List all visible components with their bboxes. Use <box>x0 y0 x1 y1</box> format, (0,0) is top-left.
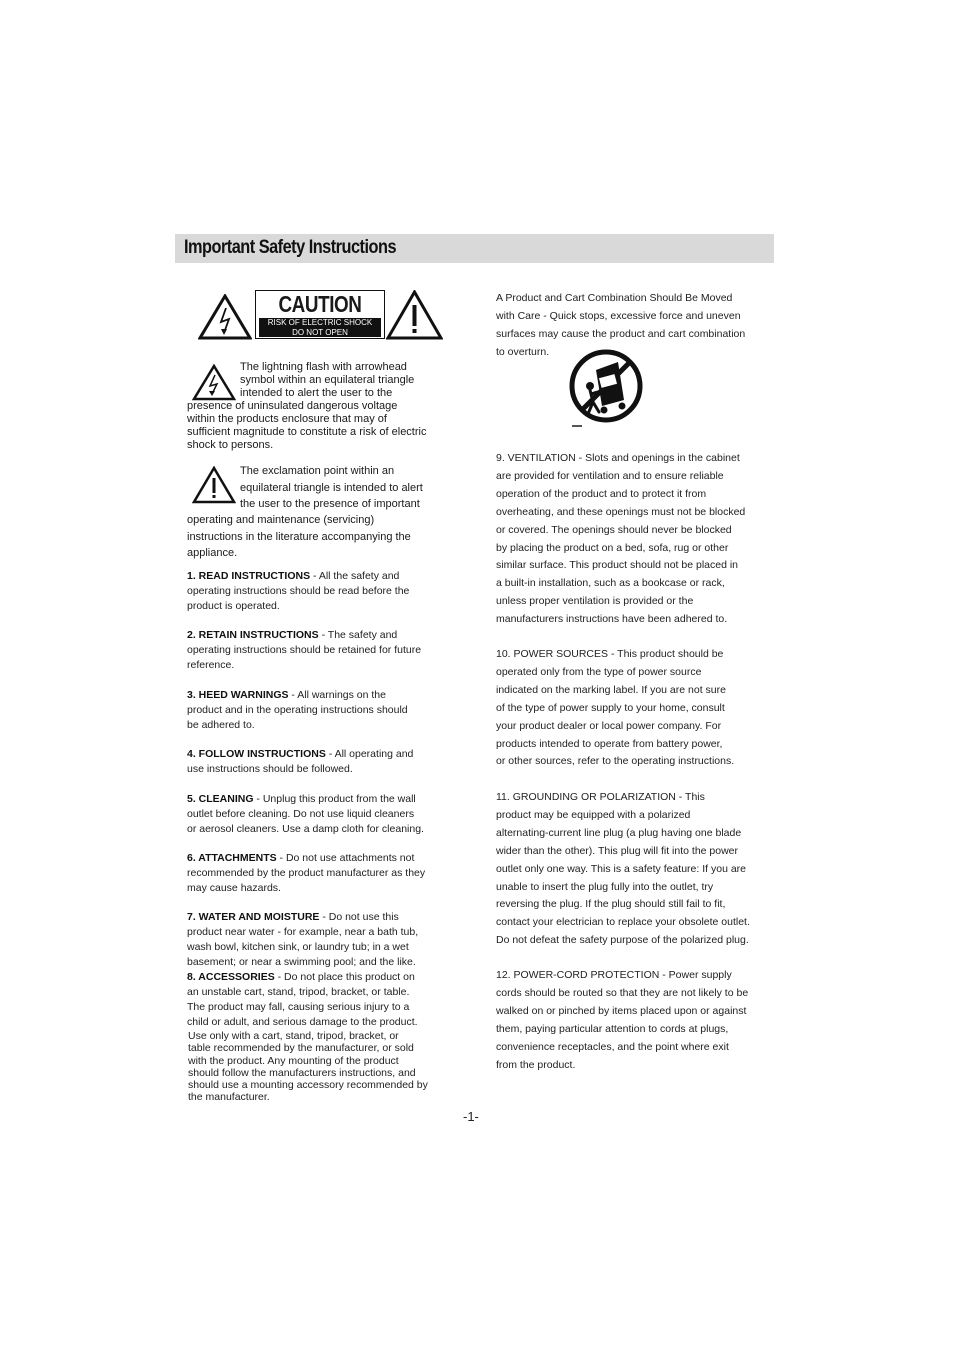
item-text: - Do not use attachments not <box>276 852 415 864</box>
item-text: - All warnings on the <box>288 689 386 701</box>
text-line: operating instructions should be retained for future <box>187 644 422 656</box>
text-line: The product may fall, causing serious injury to a <box>187 1001 410 1013</box>
text-line: intended to alert the user to the <box>240 387 393 399</box>
text-line: wider than the other). This plug will fit into the power <box>496 844 739 857</box>
text-line: a built-in installation, such as a bookcase or rack, <box>496 577 725 590</box>
item-heading: 8. ACCESSORIES <box>187 971 275 983</box>
text-line: The lightning flash with arrowhead <box>240 361 407 373</box>
text-line: operating and maintenance (servicing) <box>187 514 375 526</box>
text-line: of the type of power supply to your home, consult <box>496 701 725 714</box>
text-line: recommended by the product manufacturer as they <box>187 867 426 879</box>
text-line: product may be equipped with a polarized <box>496 808 691 821</box>
text-line: 9. VENTILATION - Slots and openings in the cabinet <box>496 452 740 464</box>
power-cord-section <box>496 967 778 1074</box>
text-line: A Product and Cart Combination Should Be Moved <box>496 292 733 304</box>
exclamation-triangle-icon <box>192 466 236 504</box>
text-line: may cause hazards. <box>187 882 281 894</box>
text-line: alternating-current line plug (a plug having one blade <box>496 826 742 839</box>
text-line: reference. <box>187 659 235 671</box>
text-line: or other sources, refer to the operating instructions. <box>496 755 735 768</box>
text-line: from the product. <box>496 1058 576 1071</box>
item-heading: 3. HEED WARNINGS <box>187 689 289 701</box>
text-line: instructions in the literature accompanying the <box>187 530 411 543</box>
text-line: products intended to operate from battery power, <box>496 737 723 750</box>
text-line: outlet only one way. This is a safety feature: If you are <box>496 862 746 875</box>
text-line: The exclamation point within an <box>240 465 395 477</box>
text-line: should use a mounting accessory recommended by <box>188 1079 428 1092</box>
instruction-item-2 <box>187 628 452 673</box>
lightning-triangle-icon <box>192 364 236 401</box>
text-line: or aerosol cleaners. Use a damp cloth for cleaning. <box>187 823 424 835</box>
item-heading: 2. RETAIN INSTRUCTIONS <box>187 629 319 641</box>
text-line: use instructions should be followed. <box>187 763 353 775</box>
caution-line-2: DO NOT OPEN <box>292 327 348 337</box>
item-heading: 6. ATTACHMENTS <box>187 852 277 864</box>
text-line: to overturn. <box>496 345 550 358</box>
text-line: outlet before cleaning. Do not use liquid cleaners <box>187 808 415 820</box>
text-line: wash bowl, kitchen sink, or laundry tub; in a wet <box>187 941 409 953</box>
lightning-text-bottom <box>187 400 426 452</box>
page-title: Important Safety Instructions <box>184 237 397 258</box>
text-line: within the products enclosure that may of <box>187 413 387 425</box>
text-line: your product dealer or local power company. For <box>496 719 722 732</box>
text-line: the manufacturer. <box>188 1091 270 1104</box>
text-line: shock to persons. <box>187 439 274 451</box>
text-line: reversing the plug. If the plug should still fail to fit, <box>496 898 726 911</box>
item-heading: 1. READ INSTRUCTIONS <box>187 570 311 582</box>
text-line: unless proper ventilation is provided or the <box>496 595 694 608</box>
text-line: operated only from the type of power source <box>496 665 702 678</box>
text-line: unable to insert the plug fully into the outlet, try <box>496 880 714 893</box>
item-heading: 4. FOLLOW INSTRUCTIONS <box>187 748 326 760</box>
text-line: are provided for ventilation and to ensure reliable <box>496 469 724 482</box>
item-text: - All operating and <box>325 748 414 760</box>
ventilation-section <box>496 450 778 629</box>
lightning-text-top <box>240 361 414 400</box>
text-line: operation of the product and to protect it from <box>496 487 707 500</box>
text-line: contact your electrician to replace your obsolete outlet. <box>496 916 750 929</box>
text-line: surfaces may cause the product and cart combination <box>496 327 746 340</box>
text-line: child or adult, and serious damage to the product. <box>187 1016 418 1028</box>
text-line: equilateral triangle is intended to alert <box>240 481 423 494</box>
instruction-item-5 <box>187 792 452 837</box>
text-line: them, paying particular attention to cords at plugs, <box>496 1022 729 1035</box>
page-number: -1- <box>463 1109 479 1124</box>
item-text: - Unplug this product from the wall <box>253 793 416 805</box>
text-line: convenience receptacles, and the point where exit <box>496 1040 729 1053</box>
item-text: - Do not place this product on <box>274 971 415 983</box>
text-line: similar surface. This product should not be placed in <box>496 559 739 572</box>
text-line: product near water - for example, near a bath tub, <box>187 926 419 938</box>
item-text: - The safety and <box>318 629 398 641</box>
text-line: Do not defeat the safety purpose of the polarized plug. <box>496 934 749 947</box>
caution-line-1: RISK OF ELECTRIC SHOCK <box>267 318 373 327</box>
text-line: with the product. Any mounting of the product <box>188 1054 399 1067</box>
instruction-item-7 <box>187 910 452 970</box>
item-heading: 5. CLEANING <box>187 793 254 805</box>
text-line: basement; or near a swimming pool; and the like. <box>187 956 416 968</box>
instruction-item-1 <box>187 569 452 614</box>
text-line: product and in the operating instructions should <box>187 704 408 716</box>
caution-label <box>255 290 385 339</box>
exclamation-text-top <box>240 463 423 513</box>
caution-strip <box>259 318 381 337</box>
text-line: table recommended by the manufacturer, or sold <box>188 1042 414 1055</box>
exclamation-triangle-icon <box>386 290 443 340</box>
grounding-section <box>496 789 778 950</box>
instruction-item-3 <box>187 688 452 733</box>
text-line: should follow the manufacturers instructions, and <box>188 1066 416 1079</box>
text-line: 12. POWER-CORD PROTECTION - Power supply <box>496 969 732 981</box>
text-line: presence of uninsulated dangerous voltage <box>187 400 398 412</box>
text-line: or covered. The openings should never be blocked <box>496 523 732 536</box>
text-line: an unstable cart, stand, tripod, bracket, or table. <box>187 986 410 998</box>
text-line: be adhered to. <box>187 719 255 731</box>
instruction-item-6 <box>187 851 452 896</box>
text-line: by placing the product on a bed, sofa, rug or other <box>496 541 729 554</box>
cart-tipover-icon <box>566 348 646 430</box>
text-line: walked on or pinched by items placed upon or against <box>496 1004 747 1017</box>
exclamation-text-bottom <box>187 512 411 562</box>
lightning-triangle-icon <box>198 294 252 340</box>
text-line: with Care - Quick stops, excessive force and uneven <box>496 309 741 322</box>
item-text: - Do not use this <box>319 911 399 923</box>
text-line: 11. GROUNDING OR POLARIZATION - This <box>496 791 705 803</box>
text-line: sufficient magnitude to constitute a risk of electric <box>187 426 427 438</box>
item-heading: 7. WATER AND MOISTURE <box>187 911 320 923</box>
power-sources-section <box>496 646 778 771</box>
caution-word: CAUTION <box>278 291 362 317</box>
text-line: manufacturers instructions have been adhered to. <box>496 613 728 626</box>
text-line: 10. POWER SOURCES - This product should be <box>496 648 724 660</box>
title-bar <box>175 234 774 263</box>
text-line: the user to the presence of important <box>240 498 420 510</box>
text-line: Use only with a cart, stand, tripod, bracket, or <box>188 1030 399 1042</box>
text-line: indicated on the marking label. If you are not sure <box>496 683 726 696</box>
text-line: overheating, and these openings must not be blocked <box>496 505 746 518</box>
item-text: - All the safety and <box>310 570 400 582</box>
text-line: cords should be routed so that they are not likely to be <box>496 986 749 999</box>
instruction-item-4 <box>187 747 452 777</box>
instruction-item-8 <box>187 970 452 1030</box>
text-line: appliance. <box>187 547 238 559</box>
text-line: symbol within an equilateral triangle <box>240 374 415 386</box>
accessories-extra <box>188 1030 428 1104</box>
text-line: product is operated. <box>187 600 280 612</box>
text-line: operating instructions should be read before the <box>187 585 410 597</box>
